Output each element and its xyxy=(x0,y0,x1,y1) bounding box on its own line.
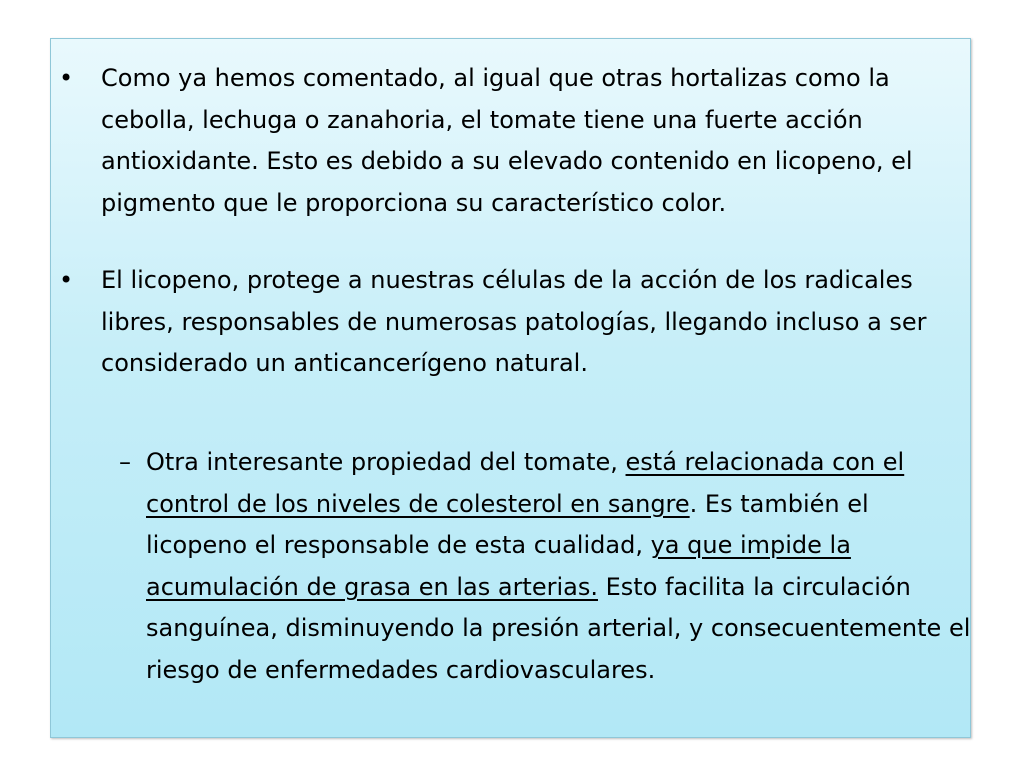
text-segment: Esto facilita la circulación sanguínea, disminuyendo la presión arterial, y consecuentemente el riesgo de enfermedades cardiovasculares. xyxy=(146,572,971,684)
underlined-text-arterias: ya que impide la acumulación de grasa en las arterias. xyxy=(146,531,851,601)
text-box xyxy=(50,38,971,738)
paragraph-licopeno: El licopeno, protege a nuestras células de la acción de los radicales libres, responsables de numerosas patologías, llegando incluso a ser considerado un anticancerígeno natural. xyxy=(101,266,927,377)
bullet-dot-icon: • xyxy=(59,266,74,294)
bullet-item-licopeno xyxy=(51,260,972,385)
bullet-dot-icon: • xyxy=(59,64,74,92)
paragraph-colesterol xyxy=(146,448,970,684)
text-segment: Otra interesante propiedad del tomate, xyxy=(146,448,626,476)
sub-item-colesterol xyxy=(51,442,972,691)
dash-icon: – xyxy=(119,448,131,476)
underlined-text-colesterol: está relacionada con el control de los niveles de colesterol en sangre xyxy=(146,448,905,518)
text-segment: . Es también el licopeno el responsable de esta cualidad, xyxy=(146,489,869,559)
bullet-item-antioxidant xyxy=(51,58,972,224)
paragraph-antioxidant: Como ya hemos comentado, al igual que otras hortalizas como la cebolla, lechuga o zanahoria, el tomate tiene una fuerte acción antioxidante. Esto es debido a su elevado contenido en licopeno, el pigmento que le proporciona su característico color. xyxy=(101,64,913,217)
